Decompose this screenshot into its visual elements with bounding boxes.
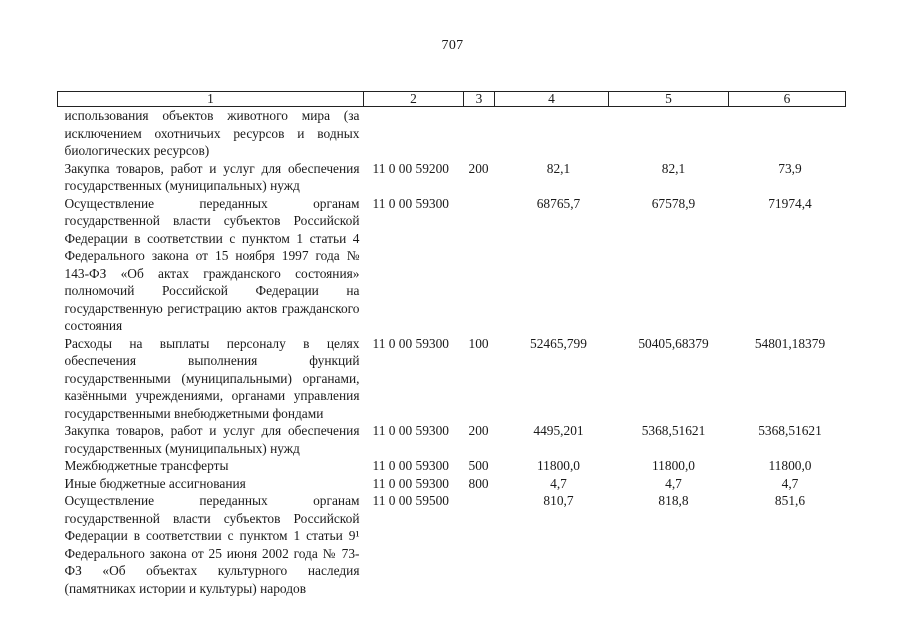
row-name: использования объектов животного мира (за исключением охотничьих ресурсов и водных биологических ресурсов)	[64, 108, 360, 158]
table-row	[58, 160, 846, 195]
row-code: 11 0 00 59300	[372, 458, 449, 473]
row-value-1	[495, 107, 609, 160]
row-value-2	[609, 107, 729, 160]
row-value-1: 68765,7	[536, 195, 581, 211]
table-row	[58, 422, 846, 457]
row-value-3: 71974,4	[768, 195, 812, 211]
row-value-1: 82,1	[546, 160, 571, 176]
page-number: 707	[441, 38, 464, 53]
table-row	[58, 492, 846, 597]
column-header-value-2: 5	[609, 92, 729, 107]
column-header-type: 3	[464, 92, 495, 107]
row-code: 11 0 00 59500	[372, 493, 449, 508]
row-code: 11 0 00 59300	[372, 335, 449, 351]
row-type	[464, 195, 495, 335]
row-name: Осуществление переданных органам государственной власти субъектов Российской Федерации в соответствии с пунктом 1 статьи 4 Федерального закона от 15 ноября 1997 года № 143-ФЗ «Об актах гражданского состояния» полномочий Российской Федерации на государственную регистрацию актов гражданского состояния	[64, 195, 360, 333]
row-value-3: 54801,18379	[754, 335, 826, 351]
row-value-2: 50405,68379	[638, 335, 709, 351]
row-value-2: 11800,0	[651, 458, 696, 473]
row-type: 100	[468, 335, 489, 351]
column-header-value-3: 6	[729, 92, 846, 107]
row-code	[364, 107, 464, 160]
row-value-2: 82,1	[661, 160, 686, 176]
column-header-name: 1	[58, 92, 364, 107]
row-value-2: 5368,51621	[641, 423, 706, 438]
row-type: 200	[468, 160, 489, 176]
row-name: Осуществление переданных органам государственной власти субъектов Российской Федерации в соответствии с пунктом 1 статьи 9¹ Федерального закона от 25 июня 2002 года № 73-ФЗ «Об объектах культурного наследия (памятниках истории и культуры) народов	[64, 493, 360, 596]
table-row	[58, 195, 846, 335]
row-value-1: 810,7	[543, 493, 574, 508]
budget-table	[57, 91, 846, 597]
row-type	[464, 107, 495, 160]
row-value-3: 11800,0	[768, 458, 812, 473]
row-value-3: 851,6	[774, 493, 806, 508]
row-type	[464, 492, 495, 597]
column-header-code: 2	[364, 92, 464, 107]
row-value-1: 4495,201	[533, 423, 584, 438]
row-name: Иные бюджетные ассигнования	[64, 475, 246, 491]
row-value-1: 52465,799	[530, 335, 587, 351]
table-row	[58, 335, 846, 423]
row-code: 11 0 00 59300	[372, 423, 449, 438]
row-name: Межбюджетные трансферты	[64, 458, 229, 473]
row-name: Закупка товаров, работ и услуг для обеспечения государственных (муниципальных) нужд	[64, 423, 360, 456]
row-value-2: 67578,9	[651, 195, 696, 211]
row-name: Расходы на выплаты персоналу в целях обеспечения выполнения функций государственными (муниципальными) органами, казёнными учреждениями, органами управления государственными внебюджетными фондами	[64, 335, 360, 421]
row-type: 800	[468, 475, 489, 491]
row-type: 200	[468, 423, 489, 438]
column-header-value-1: 4	[495, 92, 609, 107]
row-value-3: 4,7	[781, 475, 799, 491]
table-row	[58, 107, 846, 160]
table-row	[58, 475, 846, 493]
row-value-3: 5368,51621	[758, 423, 822, 438]
row-value-1: 4,7	[550, 475, 567, 491]
row-value-3: 73,9	[778, 160, 802, 176]
row-code: 11 0 00 59300	[372, 195, 449, 211]
row-value-2: 4,7	[665, 475, 682, 491]
row-type: 500	[468, 458, 489, 473]
table-row	[58, 457, 846, 475]
row-value-3	[729, 107, 846, 160]
row-code: 11 0 00 59200	[372, 160, 449, 176]
row-name: Закупка товаров, работ и услуг для обеспечения государственных (муниципальных) нужд	[64, 160, 360, 193]
row-value-1: 11800,0	[536, 458, 581, 473]
row-code: 11 0 00 59300	[372, 475, 449, 491]
row-value-2: 818,8	[658, 493, 689, 508]
table-header-row	[58, 92, 846, 107]
